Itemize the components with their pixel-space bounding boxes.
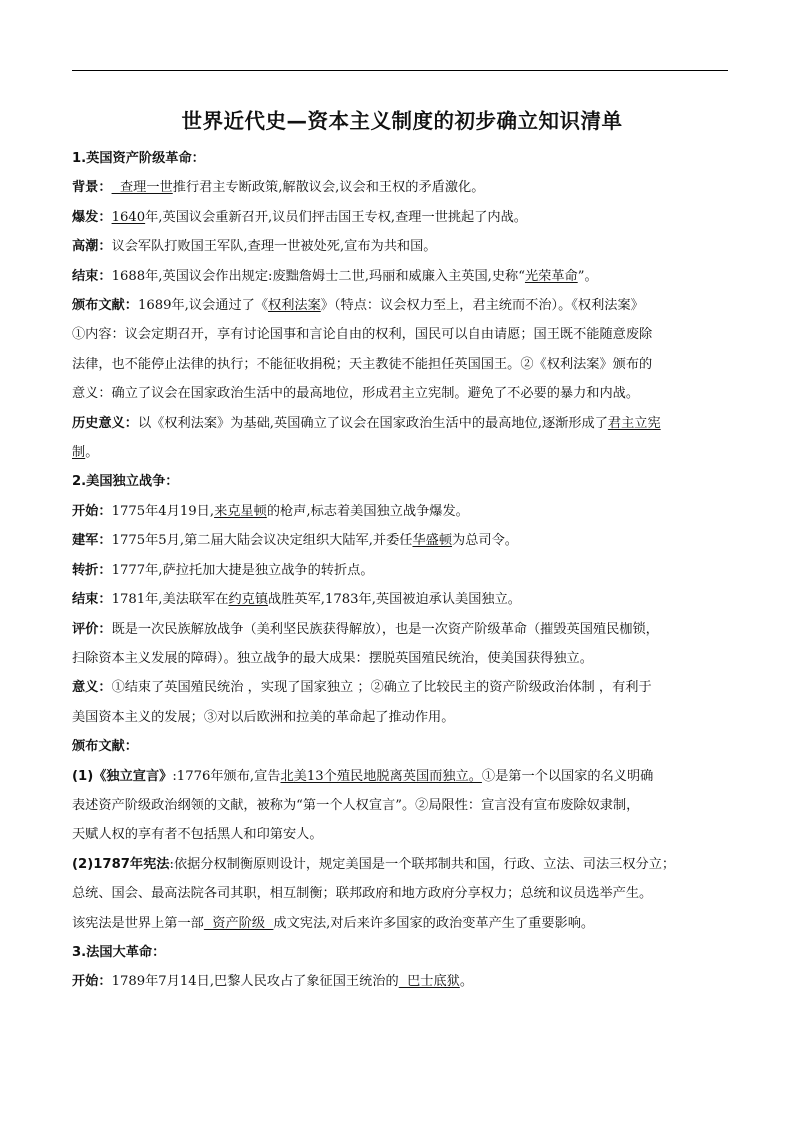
text-segment: 年,英国议会重新召开,议员们抨击国王专权,查理一世挑起了内战。: [145, 209, 527, 225]
section-label: 转折：: [72, 562, 112, 578]
text-line: [72, 173, 732, 202]
text-segment: 成文宪法,对后来许多国家的政治变革产生了重要影响。: [273, 915, 595, 931]
text-segment: 为总司令。: [452, 533, 518, 549]
text-segment: 总统、国会、最高法院各司其职，相互制衡；联邦政府和地方政府分享权力；总统和议员选举产生。: [72, 886, 653, 902]
section-label: 背景：: [72, 180, 112, 196]
text-line: [72, 438, 732, 467]
underlined-answer: 查理一世: [111, 180, 173, 196]
section-label: 2.美国独立战争：: [72, 474, 179, 490]
text-segment: 意义：确立了议会在国家政治生活中的最高地位，形成君主立宪制。避免了不必要的暴力和内战。: [72, 386, 640, 402]
text-segment: 1775年5月,第二届大陆会议决定组织大陆军,并委任: [111, 533, 413, 549]
text-line: [72, 379, 732, 408]
text-line: [72, 262, 732, 291]
document-body: [72, 96, 732, 997]
underlined-answer: 1640: [111, 209, 146, 225]
text-segment: 》（特点：议会权力至上，君主统而不治）。《权利法案》: [320, 298, 644, 314]
underlined-answer: 来克星顿: [214, 503, 267, 519]
text-segment: :依据分权制衡原则设计，规定美国是一个联邦制共和国，行政、立法、司法三权分立；: [169, 856, 676, 872]
text-segment: 1777年,萨拉托加大捷是独立战争的转折点。: [111, 562, 374, 578]
underlined-answer: 权利法案: [268, 298, 321, 314]
section-label: 评价：: [72, 621, 112, 637]
section-label: (2)1787年宪法: [72, 856, 170, 872]
text-line: [72, 350, 732, 379]
section-label: 开始：: [72, 974, 112, 990]
text-segment: ①结束了英国殖民统治 ，实现了国家独立 ；②确立了比较民主的资产阶级政治体制 ，有利于: [111, 680, 652, 696]
section-label: 颁布文献：: [72, 298, 138, 314]
text-line: [72, 703, 732, 732]
text-line: [72, 732, 732, 761]
text-line: [72, 909, 732, 938]
text-line: [72, 850, 732, 879]
text-segment: 既是一次民族解放战争（美利坚民族获得解放），也是一次资产阶级革命（摧毁英国殖民枷锁，: [111, 621, 659, 637]
text-segment: 1789年7月14日,巴黎人民攻占了象征国王统治的: [111, 974, 399, 990]
section-label: 高潮：: [72, 239, 112, 255]
document-text: [72, 144, 732, 997]
text-segment: 美国资本主义的发展；③对以后欧洲和拉美的革命起了推动作用。: [72, 709, 455, 725]
underlined-answer: 约克镇: [228, 592, 269, 608]
text-segment: 1688年,英国议会作出规定:废黜詹姆士二世,玛丽和威廉入主英国,史称“: [111, 268, 525, 284]
underlined-answer: 制: [72, 445, 86, 461]
text-line: [72, 409, 732, 438]
header-rule: [72, 70, 728, 71]
text-segment: ”。: [577, 268, 598, 284]
text-line: [72, 938, 732, 967]
underlined-answer: 北美13个殖民地脱离英国而独立。: [280, 768, 482, 784]
text-line: [72, 673, 732, 702]
text-segment: ①内容：议会定期召开，享有讨论国事和言论自由的权利，国民可以自由请愿；国王既不能随意废除: [72, 327, 653, 343]
text-line: [72, 762, 732, 791]
text-line: [72, 203, 732, 232]
text-line: [72, 526, 732, 555]
text-line: [72, 967, 732, 996]
section-label: 开始：: [72, 503, 112, 519]
text-line: [72, 291, 732, 320]
page-title: 世界近代史—资本主义制度的初步确立知识清单: [181, 109, 623, 133]
text-segment: 推行君主专断政策,解散议会,议会和王权的矛盾激化。: [172, 180, 485, 196]
section-label: 建军：: [72, 533, 112, 549]
section-label: 结束：: [72, 592, 112, 608]
section-label: 意义：: [72, 680, 112, 696]
text-line: [72, 320, 732, 349]
section-label: 1.英国资产阶级革命：: [72, 151, 205, 166]
section-label: 3.法国大革命：: [72, 944, 166, 960]
underlined-answer: 华盛顿: [412, 533, 453, 549]
text-line: [72, 144, 732, 173]
text-segment: 以《权利法案》为基础,英国确立了议会在国家政治生活中的最高地位,逐渐形成了: [137, 415, 608, 431]
text-line: [72, 467, 732, 496]
text-segment: 的枪声,标志着美国独立战争爆发。: [266, 503, 469, 519]
text-segment: 1775年4月19日,: [111, 503, 215, 519]
section-label: 历史意义：: [72, 415, 138, 431]
text-segment: 扫除资本主义发展的障碍）。独立战争的最大成果：摆脱英国殖民统治，使美国获得独立。: [72, 650, 593, 666]
text-segment: 战胜英军,1783年,英国被迫承认美国独立。: [268, 592, 521, 608]
text-segment: 。: [85, 445, 99, 461]
text-line: [72, 879, 732, 908]
underlined-answer: 资产阶级: [203, 915, 274, 931]
text-line: [72, 644, 732, 673]
text-line: [72, 232, 732, 261]
text-segment: 法律，也不能停止法律的执行；不能征收捐税；天主教徒不能担任英国国王。②《权利法案》颁布的: [72, 356, 653, 372]
text-line: [72, 497, 732, 526]
text-segment: 议会军队打败国王军队,查理一世被处死,宣布为共和国。: [111, 239, 437, 255]
text-line: [72, 791, 732, 820]
section-label: (1)《独立宣言》: [72, 768, 173, 784]
text-line: [72, 615, 732, 644]
text-line: [72, 820, 732, 849]
underlined-answer: 巴士底狱: [398, 974, 460, 990]
text-segment: 表述资产阶级政治纲领的文献，被称为“第一个人权宣言”。②局限性：宣言没有宣布废除奴隶制，: [72, 797, 640, 813]
text-segment: 1689年,议会通过了《: [137, 298, 269, 314]
section-label: 结束：: [72, 268, 112, 284]
text-segment: ①是第一个以国家的名义明确: [481, 768, 654, 784]
section-label: 爆发：: [72, 209, 112, 225]
text-segment: 天赋人权的享有者不包括黑人和印第安人。: [72, 827, 323, 843]
text-line: [72, 556, 732, 585]
text-segment: 1781年,美法联军在: [111, 592, 229, 608]
text-segment: 。: [459, 974, 474, 990]
underlined-answer: 光荣革命: [524, 268, 578, 284]
text-line: [72, 585, 732, 614]
section-label: 颁布文献：: [72, 739, 138, 755]
text-segment: 该宪法是世界上第一部: [72, 915, 204, 931]
underlined-answer: 君主立宪: [607, 415, 661, 431]
text-segment: :1776年颁布,宣告: [172, 768, 281, 784]
